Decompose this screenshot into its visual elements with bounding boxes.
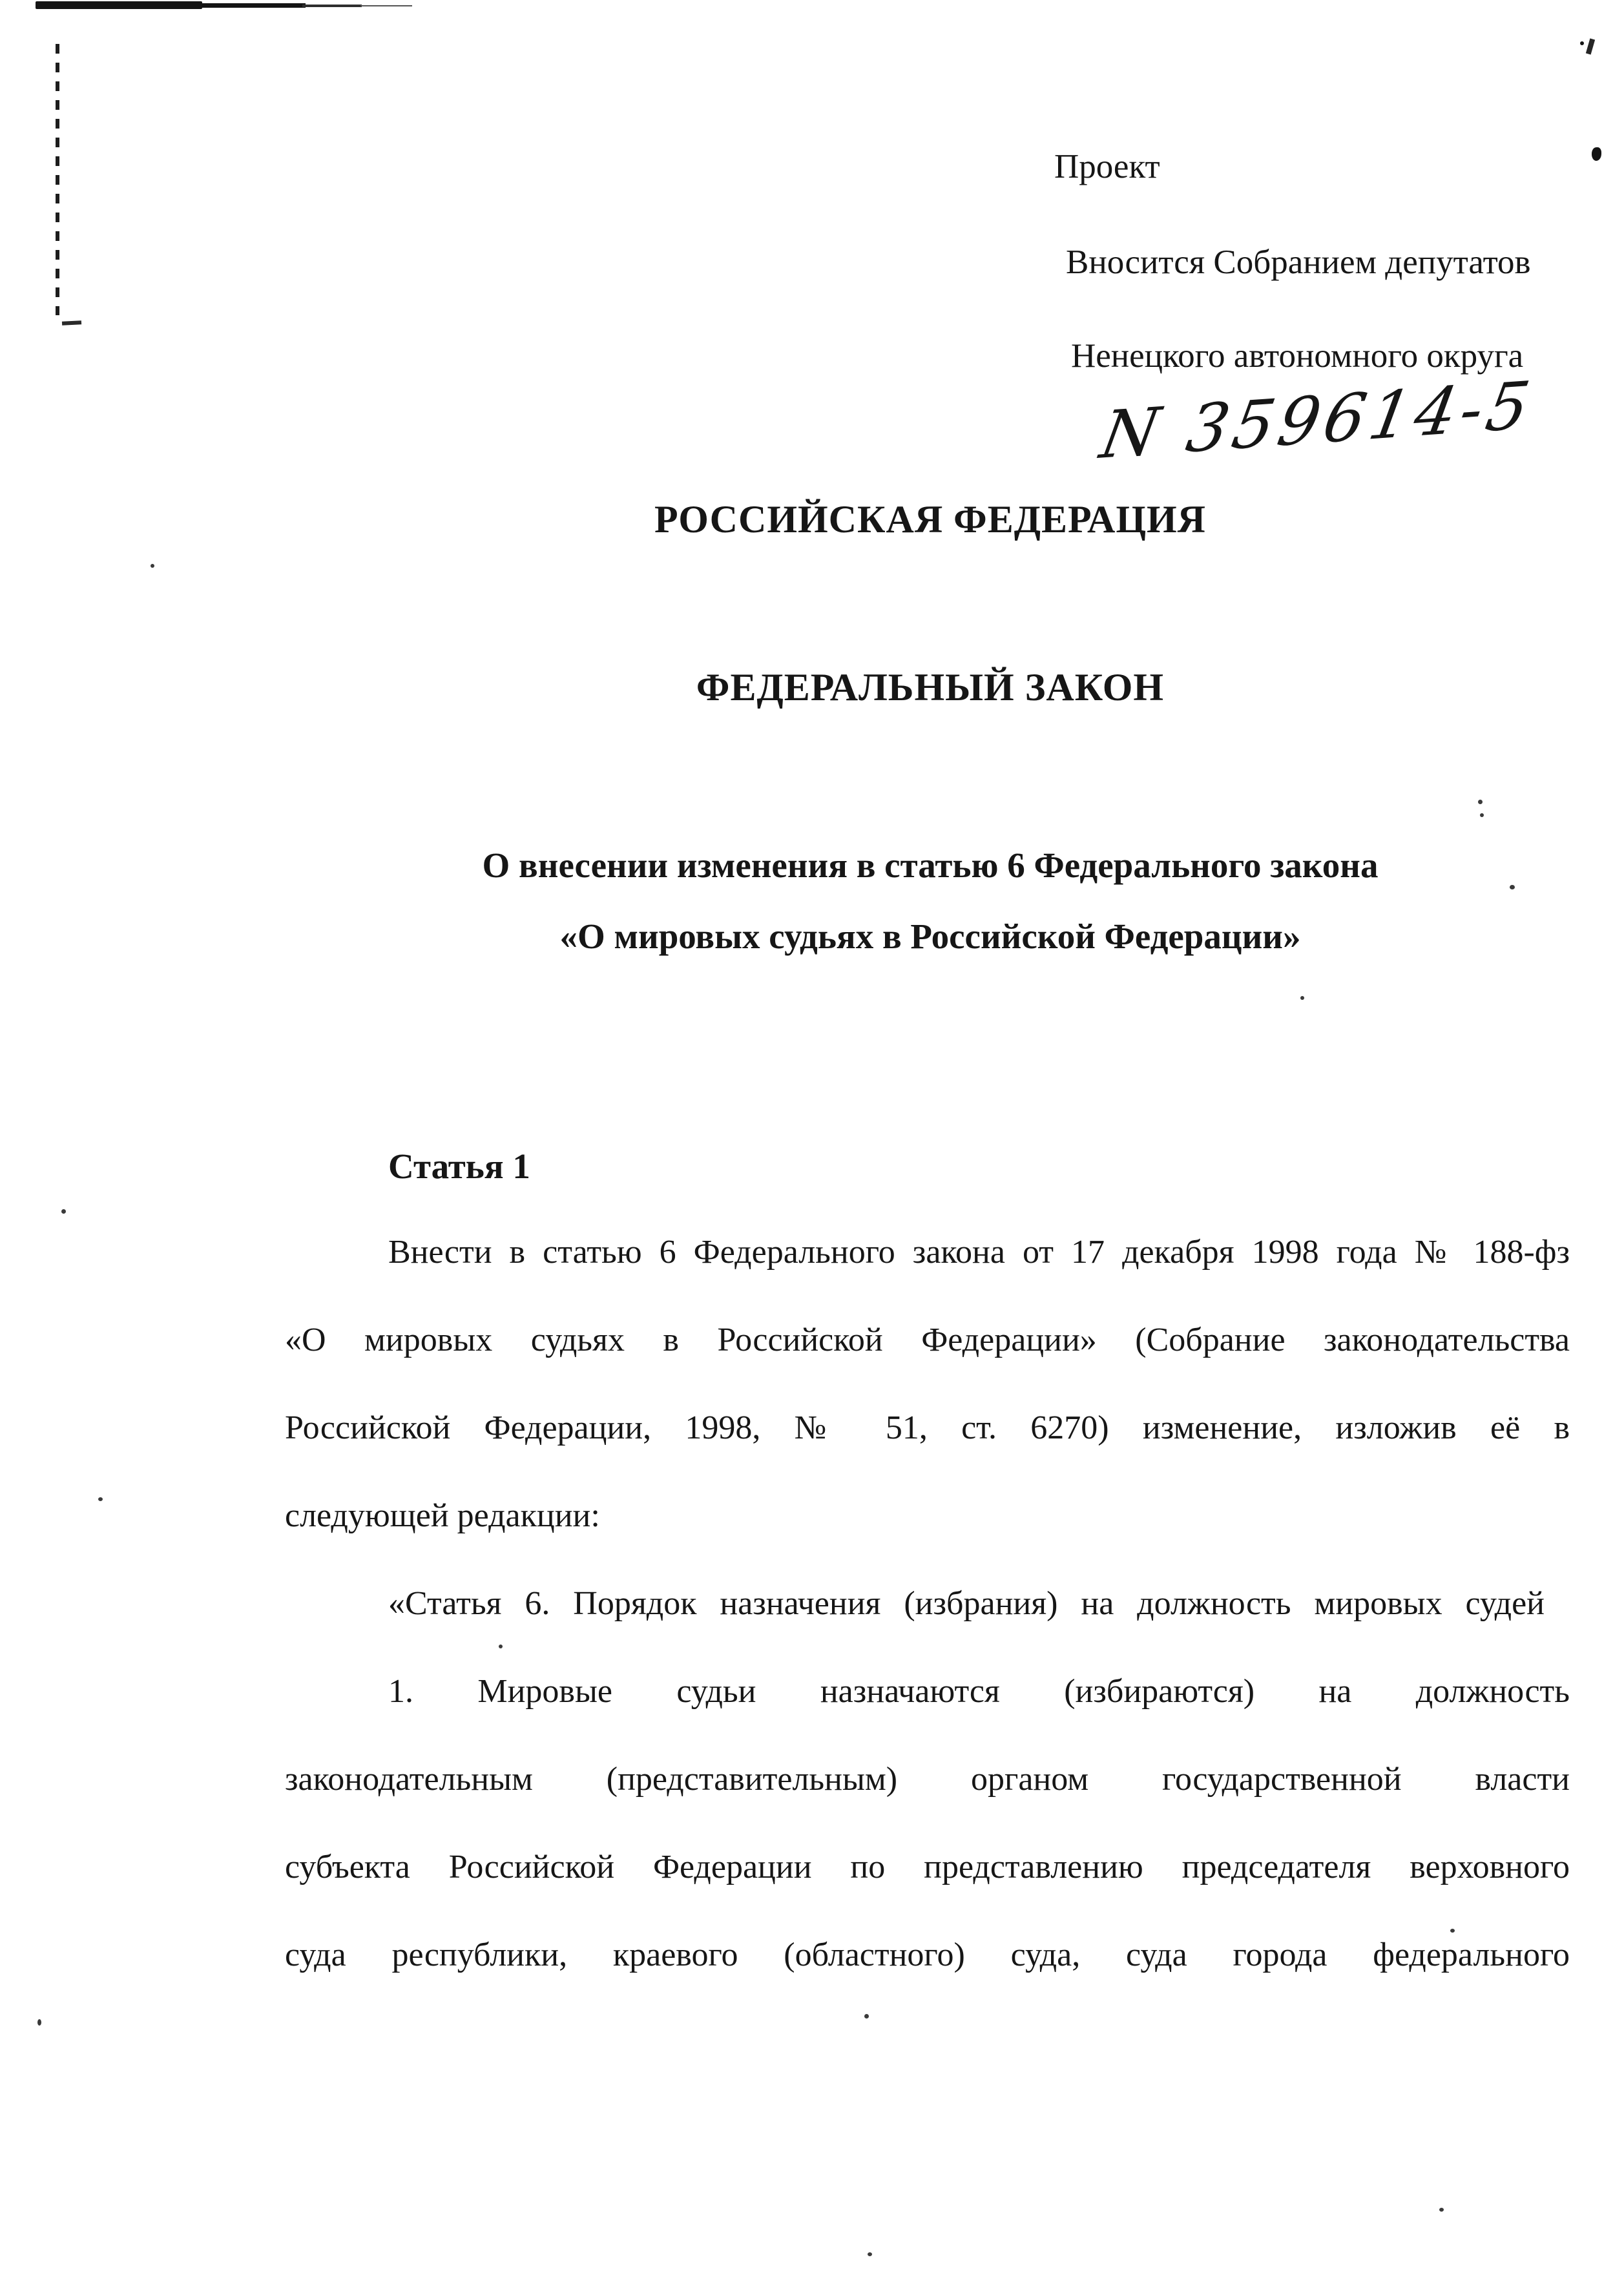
scan-artifact-corner-tick [1586,38,1595,54]
country-heading: РОССИЙСКАЯ ФЕДЕРАЦИЯ [654,498,1207,541]
body-line-8: субъекта Российской Федерации по представлению председателя верховного [285,1849,1570,1885]
scan-artifact-edge-blob [1592,147,1601,161]
scan-speck [499,1645,503,1648]
scan-speck [1450,1929,1455,1933]
scan-artifact-horizontal-tick [62,320,81,326]
body-line-1: Внести в статью 6 Федерального закона от 17 декабря 1998 года № 188-фз [388,1234,1570,1271]
scan-speck [1439,2208,1444,2212]
scan-speck [1510,885,1515,889]
scan-speck [37,2019,41,2026]
law-subject-line1: О внесении изменения в статью 6 Федерального закона [482,846,1379,885]
scan-artifact-top-bar [36,1,202,9]
body-line-3: Российской Федерации, 1998, № 51, ст. 6270) изменение, изложив её в [285,1409,1570,1446]
draft-label: Проект [1054,148,1160,185]
scan-artifact-corner-dot [1580,41,1584,45]
scan-speck [1300,996,1304,1000]
registration-number-handwritten: N 359614-5 [1095,366,1540,474]
scan-speck [98,1497,103,1501]
body-line-5: «Статья 6. Порядок назначения (избрания) на должность мировых судей [388,1585,1545,1622]
submitted-by-line2: Ненецкого автономного округа [1071,337,1524,375]
body-line-7: законодательным (представительным) органом государственной власти [285,1761,1570,1798]
scan-artifact-top-bar-tail [360,5,412,6]
scan-speck [868,2252,872,2256]
scan-speck [151,564,154,568]
scan-artifact-top-bar-thin [302,5,362,7]
article-1-heading: Статья 1 [388,1147,530,1186]
body-line-6: 1. Мировые судьи назначаются (избираются) на должность [388,1673,1570,1710]
scan-artifact-left-dashed-line [56,44,59,315]
law-type-heading: ФЕДЕРАЛЬНЫЙ ЗАКОН [696,666,1165,709]
body-line-9: суда республики, краевого (областного) суда, суда города федерального [285,1936,1570,1973]
scan-artifact-top-bar-mid [199,3,306,8]
body-line-4: следующей редакции: [285,1497,600,1534]
scan-speck [61,1209,66,1214]
scan-speck [1478,800,1483,804]
scan-speck [1480,813,1484,817]
scan-speck [864,2014,869,2019]
body-line-2: «О мировых судьях в Российской Федерации» (Собрание законодательства [285,1322,1570,1358]
submitted-by-line1: Вносится Собранием депутатов [1066,244,1531,281]
law-subject-line2: «О мировых судьях в Российской Федерации» [559,917,1301,956]
